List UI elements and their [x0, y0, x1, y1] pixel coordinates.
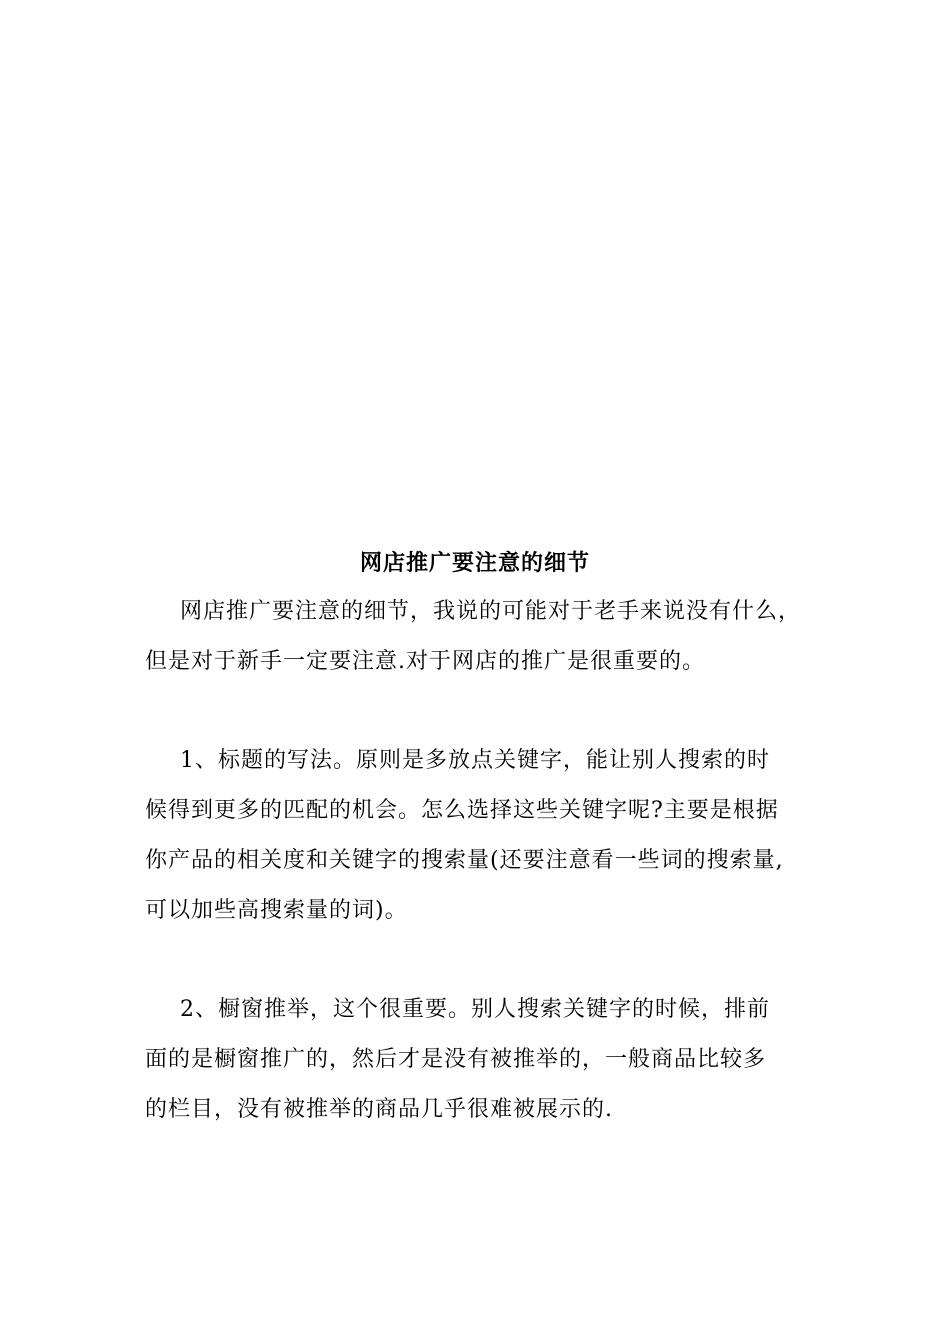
- document-title: 网店推广要注意的细节: [359, 550, 590, 576]
- paragraph-3-line-3: 的栏目，没有被推举的商品几乎很难被展示的.: [145, 1097, 613, 1122]
- paragraph-2-line-2: 候得到更多的匹配的机会。怎么选择这些关键字呢?主要是根据: [145, 798, 779, 823]
- paragraph-1-line-1: 网店推广要注意的细节，我说的可能对于老手来说没有什么，: [180, 599, 802, 624]
- paragraph-2-line-1: 1、标题的写法。原则是多放点关键字，能让别人搜索的时: [180, 748, 770, 773]
- paragraph-2-line-4: 可以加些高搜索量的词)。: [145, 898, 408, 923]
- paragraph-3-line-1: 2、橱窗推举，这个很重要。别人搜索关键字的时候，排前: [180, 997, 770, 1022]
- paragraph-1-line-2: 但是对于新手一定要注意.对于网店的推广是很重要的。: [145, 649, 705, 674]
- paragraph-2-line-3: 你产品的相关度和关键字的搜索量(还要注意看一些词的搜索量,: [145, 848, 784, 873]
- paragraph-3-line-2: 面的是橱窗推广的，然后才是没有被推举的，一般商品比较多: [145, 1047, 767, 1072]
